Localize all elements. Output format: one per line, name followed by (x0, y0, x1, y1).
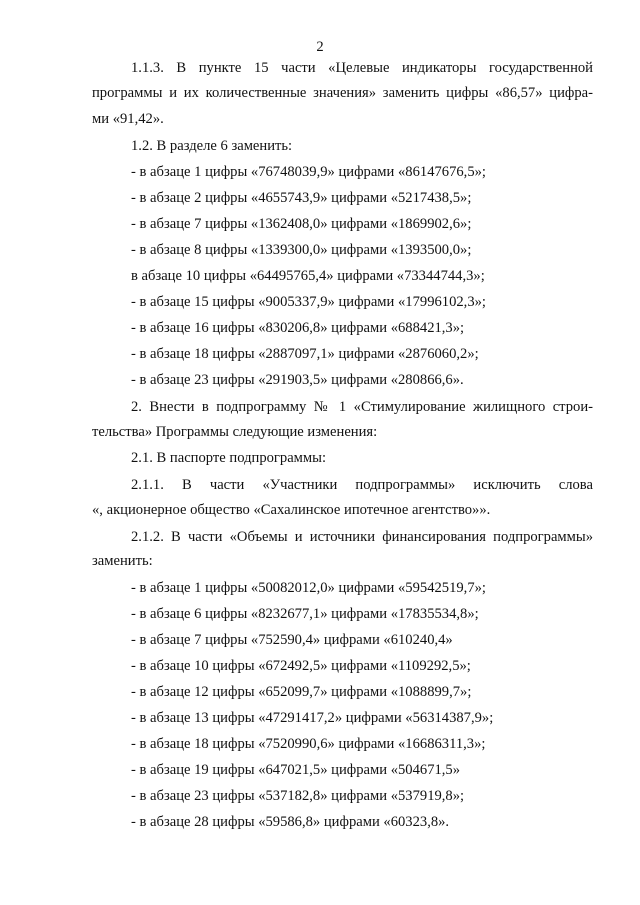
list-item: - в абзаце 1 цифры «50082012,0» цифрами «59542519,7»; (131, 580, 486, 596)
list-item: - в абзаце 16 цифры «830206,8» цифрами «688421,3»; (131, 320, 465, 336)
list-item: - в абзаце 1 цифры «76748039,9» цифрами «86147676,5»; (131, 164, 486, 180)
list-item: - в абзаце 12 цифры «652099,7» цифрами «1088899,7»; (131, 684, 472, 700)
list-item: - в абзаце 23 цифры «291903,5» цифрами «280866,6». (131, 372, 464, 388)
paragraph-line: 1.2. В разделе 6 заменить: (131, 138, 293, 154)
list-item: - в абзаце 7 цифры «752590,4» цифрами «610240,4» (131, 632, 453, 648)
list-item: - в абзаце 28 цифры «59586,8» цифрами «60323,8». (131, 814, 450, 830)
list-item: - в абзаце 23 цифры «537182,8» цифрами «537919,8»; (131, 788, 465, 804)
paragraph-line: заменить: (92, 553, 153, 569)
paragraph-line: 2.1.1. В части «Участники подпрограммы» исключить слова (131, 477, 593, 493)
paragraph-line: «, акционерное общество «Сахалинское ипотечное агентство»». (92, 502, 491, 518)
list-item: - в абзаце 8 цифры «1339300,0» цифрами «1393500,0»; (131, 242, 472, 258)
paragraph-line: 2.1. В паспорте подпрограммы: (131, 450, 327, 466)
list-item: - в абзаце 7 цифры «1362408,0» цифрами «1869902,6»; (131, 216, 472, 232)
paragraph-line: тельства» Программы следующие изменения: (92, 424, 378, 440)
paragraph-line: ми «91,42». (92, 111, 164, 127)
paragraph-line: 2. Внести в подпрограмму № 1 «Стимулирование жилищного строи- (131, 399, 593, 415)
paragraph-line: 2.1.2. В части «Объемы и источники финансирования подпрограммы» (131, 529, 593, 545)
page-number: 2 (316, 39, 324, 55)
list-item: - в абзаце 13 цифры «47291417,2» цифрами «56314387,9»; (131, 710, 494, 726)
list-item: - в абзаце 10 цифры «672492,5» цифрами «1109292,5»; (131, 658, 471, 674)
list-item: - в абзаце 2 цифры «4655743,9» цифрами «5217438,5»; (131, 190, 472, 206)
list-item: - в абзаце 19 цифры «647021,5» цифрами «504671,5» (131, 762, 461, 778)
paragraph-line: 1.1.3. В пункте 15 части «Целевые индикаторы государственной (131, 60, 593, 76)
list-item: - в абзаце 6 цифры «8232677,1» цифрами «17835534,8»; (131, 606, 479, 622)
list-item: - в абзаце 18 цифры «7520990,6» цифрами «16686311,3»; (131, 736, 486, 752)
paragraph-line: программы и их количественные значения» заменить цифры «86,57» цифра- (92, 85, 593, 101)
list-item: - в абзаце 15 цифры «9005337,9» цифрами «17996102,3»; (131, 294, 486, 310)
list-item: в абзаце 10 цифры «64495765,4» цифрами «73344744,3»; (131, 268, 485, 284)
list-item: - в абзаце 18 цифры «2887097,1» цифрами «2876060,2»; (131, 346, 479, 362)
